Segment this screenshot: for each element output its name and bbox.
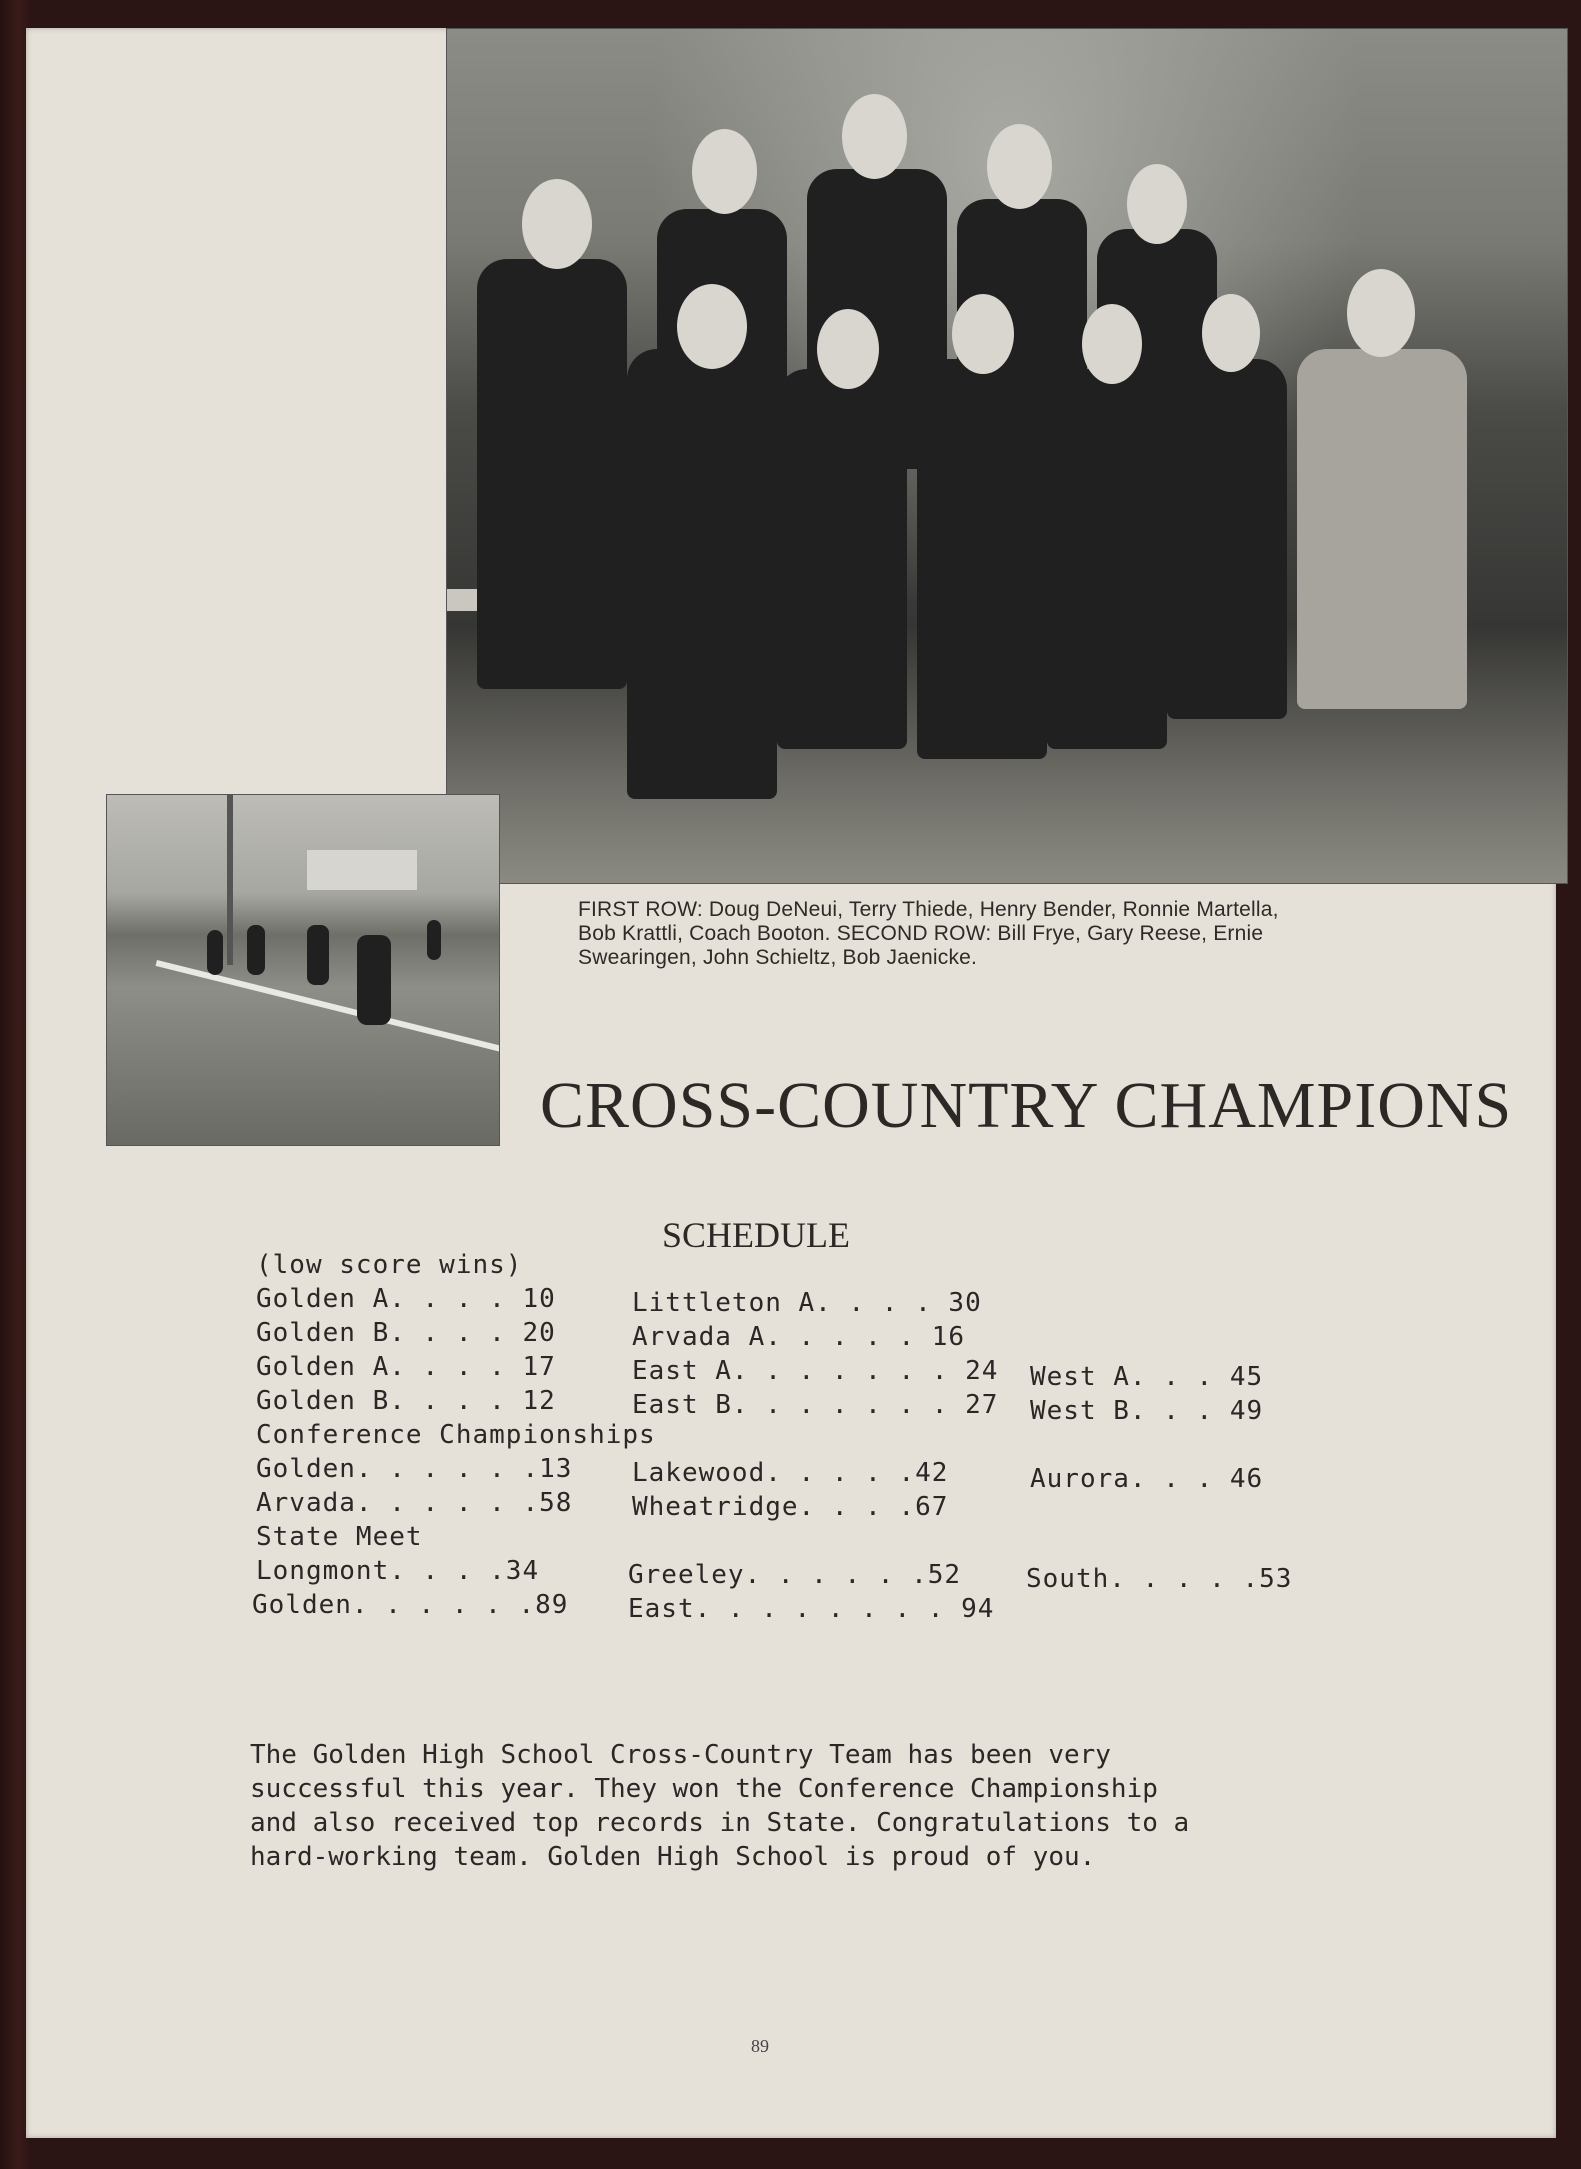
runner-figure bbox=[207, 930, 223, 975]
schedule-cell: Golden B. . . . 20 bbox=[256, 1318, 556, 1348]
team-member-head bbox=[1202, 294, 1260, 372]
schedule-cell: West A. . . 45 bbox=[1030, 1362, 1264, 1392]
schedule-cell: Golden B. . . . 12 bbox=[256, 1386, 556, 1416]
team-member-head bbox=[1082, 304, 1142, 384]
team-member-head bbox=[1127, 164, 1187, 244]
schedule-cell: Golden A. . . . 10 bbox=[256, 1284, 556, 1314]
page-number: 89 bbox=[751, 2036, 769, 2056]
schedule-cell: South. . . . .53 bbox=[1026, 1564, 1293, 1594]
schedule-cell: Arvada. . . . . .58 bbox=[256, 1488, 573, 1518]
schedule-cell: Wheatridge. . . .67 bbox=[632, 1492, 949, 1522]
schedule-cell: Littleton A. . . . 30 bbox=[632, 1288, 982, 1318]
schedule-heading: SCHEDULE bbox=[662, 1215, 850, 1255]
schedule-cell: East. . . . . . . . 94 bbox=[628, 1594, 995, 1624]
team-member-figure bbox=[1047, 369, 1167, 749]
team-member-head bbox=[952, 294, 1014, 374]
team-member-head bbox=[987, 124, 1052, 209]
runner-figure bbox=[427, 920, 441, 960]
team-member-figure bbox=[477, 259, 627, 689]
yearbook-page bbox=[26, 28, 1556, 2138]
team-member-head bbox=[522, 179, 592, 269]
coach-figure bbox=[1297, 349, 1467, 709]
grandstand bbox=[307, 850, 417, 890]
team-member-figure bbox=[1167, 359, 1287, 719]
runner-figure bbox=[247, 925, 265, 975]
conference-label: Conference Championships bbox=[256, 1420, 656, 1450]
team-member-head bbox=[842, 94, 907, 179]
schedule-cell: Golden A. . . . 17 bbox=[256, 1352, 556, 1382]
coach-head bbox=[1347, 269, 1415, 357]
page-title: CROSS-COUNTRY CHAMPIONS bbox=[540, 1069, 1513, 1142]
schedule-cell: West B. . . 49 bbox=[1030, 1396, 1264, 1426]
team-member-head bbox=[692, 129, 757, 214]
team-member-figure bbox=[627, 349, 777, 799]
team-member-head bbox=[677, 284, 747, 369]
team-member-head bbox=[817, 309, 879, 389]
schedule-cell: Longmont. . . .34 bbox=[256, 1556, 540, 1586]
paragraph-line: The Golden High School Cross-Country Team has been very bbox=[250, 1740, 1111, 1770]
runner-figure bbox=[357, 935, 391, 1025]
runner-figure bbox=[307, 925, 329, 985]
schedule-cell: Lakewood. . . . .42 bbox=[632, 1458, 949, 1488]
schedule-cell: East A. . . . . . . 24 bbox=[632, 1356, 999, 1386]
caption-line: FIRST ROW: Doug DeNeui, Terry Thiede, Henry Bender, Ronnie Martella, bbox=[578, 898, 1279, 921]
photo-caption bbox=[578, 898, 1478, 970]
schedule-cell: Golden. . . . . .89 bbox=[252, 1590, 569, 1620]
summary-paragraph bbox=[250, 1738, 1310, 1874]
track-race-photo bbox=[106, 794, 500, 1146]
schedule-cell: Aurora. . . 46 bbox=[1030, 1464, 1264, 1494]
team-member-figure bbox=[917, 359, 1047, 759]
paragraph-line: successful this year. They won the Conference Championship bbox=[250, 1774, 1158, 1804]
paragraph-line: and also received top records in State. Congratulations to a bbox=[250, 1808, 1190, 1838]
paragraph-line: hard-working team. Golden High School is proud of you. bbox=[250, 1842, 1096, 1872]
caption-line: Bob Krattli, Coach Booton. SECOND ROW: Bill Frye, Gary Reese, Ernie bbox=[578, 922, 1264, 945]
team-member-figure bbox=[777, 369, 907, 749]
light-pole bbox=[227, 795, 233, 965]
schedule-cell: Greeley. . . . . .52 bbox=[628, 1560, 962, 1590]
state-meet-label: State Meet bbox=[256, 1522, 423, 1552]
team-photo bbox=[446, 28, 1568, 884]
schedule-note: (low score wins) bbox=[256, 1250, 523, 1280]
schedule-cell: East B. . . . . . . 27 bbox=[632, 1390, 999, 1420]
caption-line: Swearingen, John Schieltz, Bob Jaenicke. bbox=[578, 946, 978, 969]
schedule-cell: Arvada A. . . . . 16 bbox=[632, 1322, 966, 1352]
schedule-cell: Golden. . . . . .13 bbox=[256, 1454, 573, 1484]
